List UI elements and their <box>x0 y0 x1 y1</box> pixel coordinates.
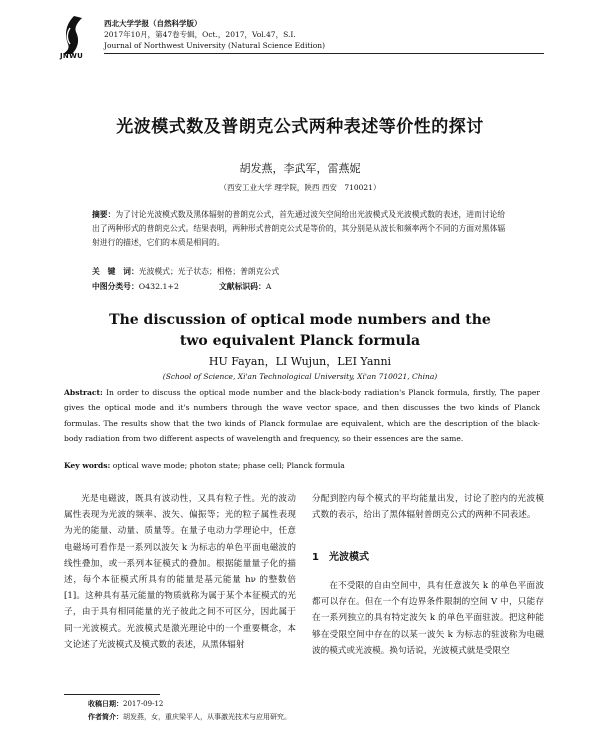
abstract-en <box>64 385 540 447</box>
keywords-en-text: optical wave mode; photon state; phase cell; Planck formula <box>110 461 345 470</box>
journal-logo-icon <box>60 14 86 56</box>
keywords-cn-label: 关 键 词： <box>92 267 139 276</box>
abstract-en-label: Abstract: <box>64 388 103 397</box>
section-heading: 1 光波模式 <box>312 552 369 563</box>
body-left-column: 光是电磁波，既具有波动性，又具有粒子性。光的波动属性表现为光波的频率、波矢、偏振等；光的粒子属性表现为光的能量、动量、质量等。在量子电动力学理论中，任意电磁场可看作是一系列以波矢 k 为标志的单色平面电磁波的线性叠加，或一系列本征模式的叠加。根据能量量子化的描述，每个本征模式所具有的能量是基元能量 hν 的整数倍[1]。这种具有基元能量的物质就称为属于某个本征模式的光子，由于具有相同能量的光子彼此之间不可区分，因此属于同一光波模式。光波模式是激光理论中的一个重要概念，本文论述了光波模式及模式数的表述，从黑体辐射 <box>64 494 296 650</box>
title-cn: 光波模式数及普朗克公式两种表述等价性的探讨 <box>116 117 484 137</box>
issue-line: 2017年10月，第47卷专辑，Oct.，2017，Vol.47，S.I. <box>104 30 296 39</box>
author-bio-label: 作者简介： <box>88 713 123 721</box>
abstract-cn-text: 为了讨论光波模式数及黑体辐射的普朗克公式，首先通过波矢空间给出光波模式及光波模式数的表述，进而讨论给出了两种形式的普朗克公式。结果表明，两种形式普朗克公式是等价的，其分别是从波长和频率两个不同的方面对黑体辐射进行的描述，它们的本质是相同的。 <box>92 210 506 247</box>
author-bio-text: 胡发燕，女，重庆梁平人，从事激光技术与应用研究。 <box>123 713 291 721</box>
title-en-line1: The discussion of optical mode numbers and the <box>109 312 491 328</box>
authors-cn: 胡发燕，李武军，雷燕妮 <box>239 162 361 175</box>
class-label: 中图分类号： <box>92 282 139 291</box>
journal-logo-text: JNWU <box>60 52 84 60</box>
affiliation-en: (School of Science, Xi'an Technological University, Xi'an 710021, China) <box>162 372 438 381</box>
header-divider <box>104 53 544 54</box>
author-bio <box>88 712 291 722</box>
journal-name-cn: 西北大学学报（自然科学版） <box>104 19 202 28</box>
doc-code-label: 文献标识码： <box>219 282 266 291</box>
authors-en: HU Fayan，LI Wujun，LEI Yanni <box>208 355 392 368</box>
keywords-en-label: Key words: <box>64 461 111 470</box>
body-right-intro: 分配到腔内每个模式的平均能量出发，讨论了腔内的光波模式数的表示，给出了黑体辐射普朗克公式的两种不同表述。 <box>312 494 544 521</box>
received-date <box>88 699 163 709</box>
keywords-en <box>64 461 345 470</box>
footnote-divider <box>64 694 160 695</box>
class-value: O432.1+2 <box>138 282 179 291</box>
abstract-cn-label: 摘要： <box>92 210 116 219</box>
body-right-column: 在不受限的自由空间中，具有任意波矢 k 的单色平面波都可以存在。但在一个有边界条件限制的空间 V 中，只能存在一系列独立的具有特定波矢 k 的单色平面驻波。把这种能够在受限空间中存在的以某一波矢 k 为标志的驻波称为电磁波的模式或光波模。换句话说，光波模式就是受限空 <box>312 581 544 656</box>
abstract-en-text: In order to discuss the optical mode number and the black-body radiation's Planck formula, firstly, The paper gives the optical mode and it's numbers through the wave vector space, and then discusses the two kinds of Planck formulas. The results show that the two kinds of Planck formulae are equivalent, which are the description of the black-body radiation from two different aspects of wavelength and frequency, so their essences are the same. <box>64 388 540 444</box>
keywords-cn-text: 光波模式；光子状态；相格；普朗克公式 <box>138 267 280 276</box>
received-label: 收稿日期： <box>88 700 123 708</box>
doc-code-value: A <box>265 282 272 291</box>
keywords-cn <box>92 266 279 277</box>
received-value: 2017-09-12 <box>123 700 164 708</box>
classification-line <box>92 281 271 292</box>
journal-name-en: Journal of Northwest University (Natural Science Edition) <box>104 41 326 50</box>
affiliation-cn: （西安工业大学 理学院，陕西 西安 710021） <box>219 183 381 192</box>
abstract-cn <box>92 208 512 250</box>
title-en-line2: two equivalent Planck formula <box>179 333 421 349</box>
